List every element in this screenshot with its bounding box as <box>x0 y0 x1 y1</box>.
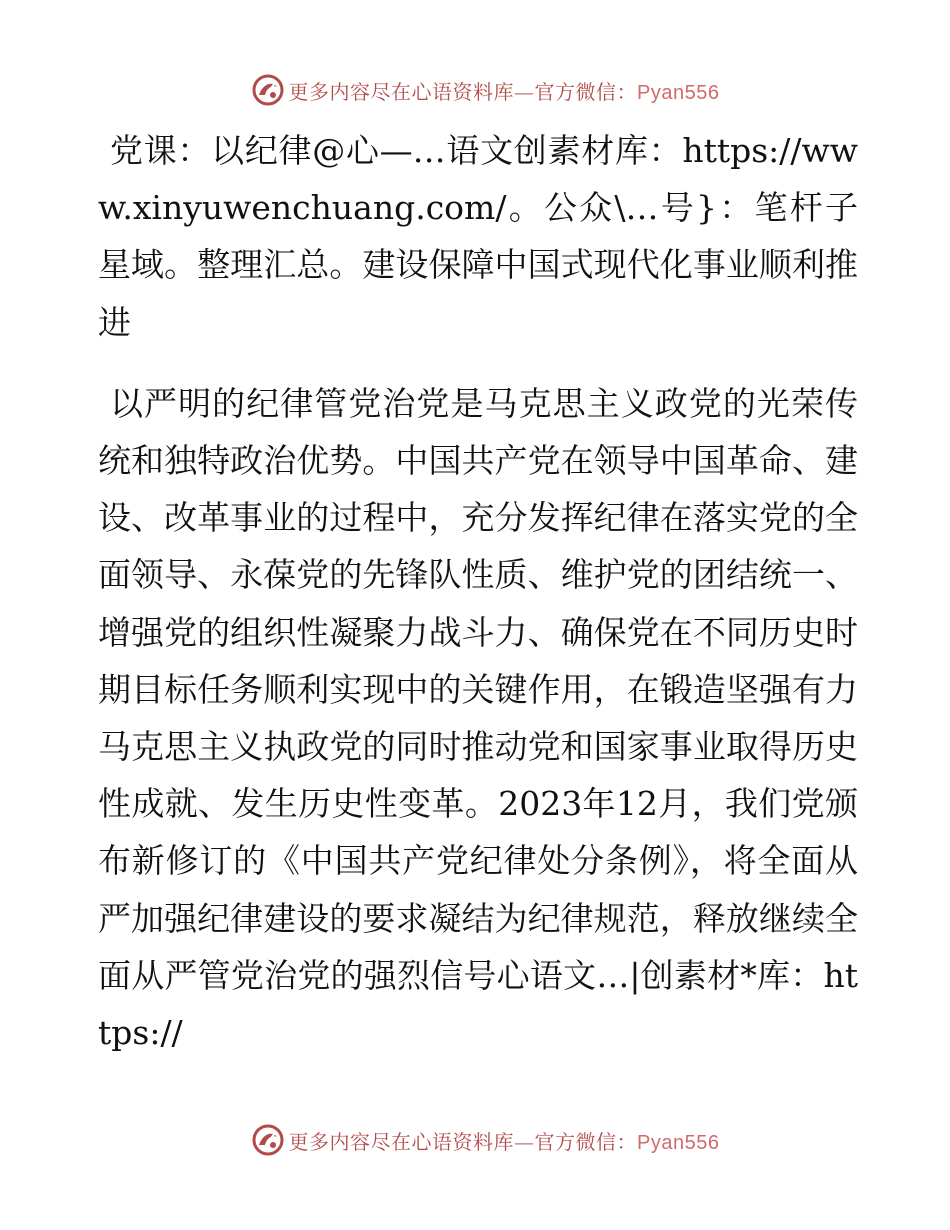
banner-separator: — <box>514 1129 535 1154</box>
banner-wechat-id: Pyan556 <box>637 1131 720 1154</box>
document-paragraph-body: 以严明的纪律管党治党是马克思主义政党的光荣传统和独特政治优势。中国共产党在领导中国革命、建设、改革事业的过程中，充分发挥纪律在落实党的全面领导、永葆党的先锋队性质、维护党的团结统一、增强党的组织性凝聚力战斗力、确保党在不同历史时期目标任务顺利实现中的关键作用，在锻造坚强有力马克思主义执政党的同时推动党和国家事业取得历史性成就、发生历史性变革。2023年12月，我们党颁布新修订的《中国共产党纪律处分条例》，将全面从严加强纪律建设的要求凝结为纪律规范，释放继续全面从严管党治党的强烈信号心语文…|创素材*库：https:// <box>98 383 858 1053</box>
banner-separator: — <box>514 79 535 104</box>
document-paragraph-title: 党课：以纪律@心—…语文创素材库：https://www.xinyuwenchuang.com/。公众\…号}：笔杆子星域。整理汇总。建设保障中国式现代化事业顺利推进 <box>98 131 858 342</box>
document-body <box>98 122 858 1061</box>
banner-official-label: 官方微信： <box>534 1129 638 1154</box>
header-banner <box>0 70 950 110</box>
banner-wechat-id: Pyan556 <box>637 81 720 104</box>
banner-text <box>289 76 720 105</box>
banner-inner <box>251 1123 720 1157</box>
banner-official-label: 官方微信： <box>534 79 638 104</box>
swirl-seal-logo-icon <box>251 73 285 107</box>
banner-main-text: 更多内容尽在心语资料库 <box>288 79 515 104</box>
banner-main-text: 更多内容尽在心语资料库 <box>288 1129 515 1154</box>
swirl-seal-logo-icon <box>251 1123 285 1157</box>
footer-banner <box>0 1120 950 1160</box>
banner-text <box>289 1126 720 1155</box>
banner-inner <box>251 73 720 107</box>
